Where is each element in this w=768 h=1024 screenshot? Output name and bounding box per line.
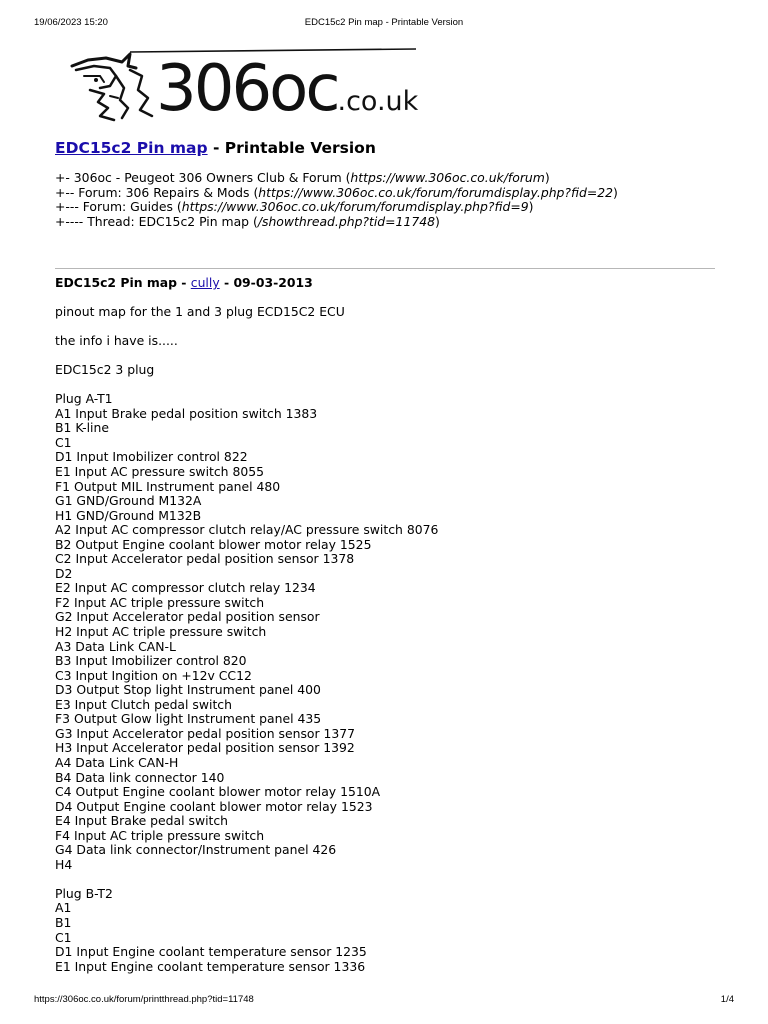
post-line: B3 Input Imobilizer control 820 [55,653,247,669]
site-logo[interactable] [70,46,440,128]
page-title [55,139,376,157]
post-title: EDC15c2 Pin map [55,275,177,290]
post-separator: - [219,275,234,290]
breadcrumb-close: ) [434,213,440,229]
post-line: Plug A-T1 [55,391,113,407]
post-line: D3 Output Stop light Instrument panel 400 [55,682,321,698]
post-line: G1 GND/Ground M132A [55,493,202,509]
post-line: E4 Input Brake pedal switch [55,813,229,829]
post-line: E1 Input AC pressure switch 8055 [55,464,265,480]
breadcrumb-label: Forum: 306 Repairs & Mods ( [78,184,259,200]
breadcrumb-item [55,186,618,201]
post-line: B1 [55,914,72,930]
post-line: A2 Input AC compressor clutch relay/AC pressure switch 8076 [55,522,439,538]
post-separator: - [176,275,191,290]
post-line: D1 Input Imobilizer control 822 [55,449,248,465]
breadcrumb-close: ) [613,184,618,200]
breadcrumb-item [55,200,618,215]
breadcrumb-label: Forum: Guides ( [82,199,182,214]
post-line: A4 Data Link CAN-H [55,754,179,770]
divider [55,268,715,269]
post-line: E1 Input Engine coolant temperature sensor 1336 [55,958,366,974]
post-line: pinout map for the 1 and 3 plug ECD15C2 ECU [55,304,345,319]
breadcrumb-close: ) [528,199,534,214]
post-line: G4 Data link connector/Instrument panel 426 [55,842,337,858]
breadcrumb-prefix: +---- [55,213,88,229]
post-line: F4 Input AC triple pressure switch [55,827,265,843]
post-line: D2 [55,565,73,581]
post-line: C1 [55,929,72,945]
breadcrumb-url: https://www.306oc.co.uk/forum/forumdisplay.php?fid=9 [181,199,529,214]
post-line: F1 Output MIL Instrument panel 480 [55,478,281,494]
breadcrumb-prefix: +- [55,170,74,185]
page-title-suffix: - Printable Version [207,139,376,157]
post-line: C1 [55,434,72,450]
logo-domain: .co.uk [337,86,419,117]
post-header [55,275,313,290]
blank-line [55,349,735,364]
print-page-number: 1/4 [720,994,734,1005]
post-line: E2 Input AC compressor clutch relay 1234 [55,580,316,596]
post-date: 09-03-2013 [233,275,313,290]
breadcrumb-label: Thread: EDC15c2 Pin map ( [87,213,258,229]
breadcrumb-label: 306oc - Peugeot 306 Owners Club & Forum ( [73,170,351,185]
post-line: H3 Input Accelerator pedal position sensor 1392 [55,740,355,756]
post-line: C3 Input Ingition on +12v CC12 [55,667,252,683]
post-line: C4 Output Engine coolant blower motor relay 1510A [55,784,381,800]
blank-line [55,378,735,393]
post-line: the info i have is..... [55,333,178,349]
blank-line [55,320,735,335]
post-line: G2 Input Accelerator pedal position sensor [55,609,320,625]
post-line: A3 Data Link CAN-L [55,638,176,654]
post-line: B2 Output Engine coolant blower motor relay 1525 [55,536,372,552]
post-line: B1 K-line [55,420,109,436]
post-line: E3 Input Clutch pedal switch [55,696,232,712]
post-line: D1 Input Engine coolant temperature sensor 1235 [55,944,367,960]
post-line: A1 Input Brake pedal position switch 1383 [55,405,318,421]
breadcrumb-item [55,215,618,230]
thread-title-link[interactable]: EDC15c2 Pin map [55,139,208,157]
post-line: H4 [55,856,73,872]
post-author-link[interactable]: cully [190,275,220,290]
post-body [55,305,735,974]
breadcrumb-url: https://www.306oc.co.uk/forum [350,170,545,185]
print-datetime: 19/06/2023 15:20 [34,17,108,28]
post-line: D4 Output Engine coolant blower motor relay 1523 [55,798,373,814]
post-line: H2 Input AC triple pressure switch [55,624,267,640]
logo-number: 306oc [156,52,338,126]
post-line: C2 Input Accelerator pedal position sensor 1378 [55,551,355,567]
breadcrumb-close: ) [544,170,550,185]
post-line: B4 Data link connector 140 [55,769,225,785]
breadcrumb-url: /showthread.php?tid=11748 [257,213,435,229]
post-line: Plug B-T2 [55,885,113,901]
breadcrumb-prefix: +-- [55,184,79,200]
breadcrumb [55,171,618,229]
post-line: H1 GND/Ground M132B [55,507,202,523]
post-line: F3 Output Glow light Instrument panel 435 [55,711,322,727]
breadcrumb-item [55,171,618,186]
post-line: G3 Input Accelerator pedal position sensor 1377 [55,725,356,741]
breadcrumb-url: https://www.306oc.co.uk/forum/forumdisplay.php?fid=22 [258,184,614,200]
print-title: EDC15c2 Pin map - Printable Version [304,17,464,28]
post-line: A1 [55,900,72,916]
post-line: EDC15c2 3 plug [55,362,155,378]
print-url: https://306oc.co.uk/forum/printthread.php?tid=11748 [34,994,254,1005]
logo-wordmark [156,52,418,126]
blank-line [55,872,735,887]
post-line: F2 Input AC triple pressure switch [55,594,265,610]
breadcrumb-prefix: +--- [55,199,83,214]
